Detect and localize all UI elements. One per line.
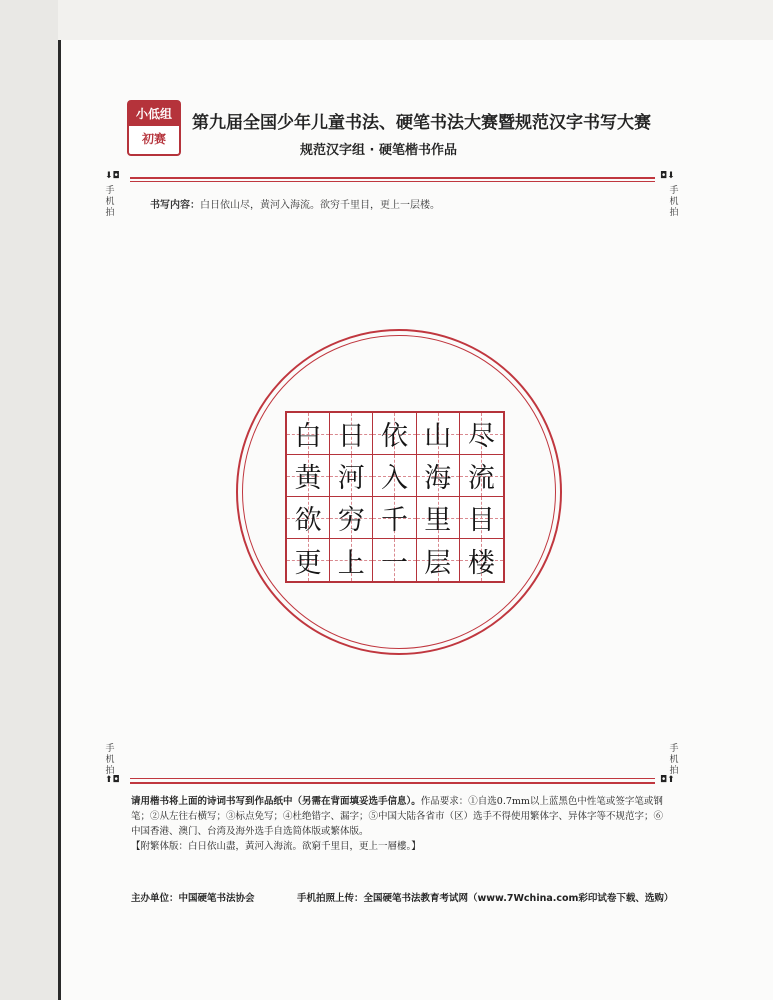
grid-cell xyxy=(417,413,460,455)
content-line xyxy=(150,196,440,211)
photo-marker-label: 手机拍 xyxy=(669,186,679,218)
requirements-label: 作品要求： xyxy=(420,796,469,807)
grid-cell xyxy=(287,539,330,581)
group-badge xyxy=(127,100,181,156)
written-character: 更 xyxy=(294,547,322,579)
upload-info: 手机拍照上传：全国硬笔书法教育考试网（www.7Wchina.com彩印试卷下载、选购） xyxy=(297,893,674,904)
grid-cell xyxy=(417,539,460,581)
requirements-text: ①自选0.7mm以上蓝黑色中性笔或签字笔或钢笔；②从左往右横写；③标点免写；④杜绝错字、漏字；⑤中国大陆各省市（区）选手不得使用繁体字、异体字等不规范字；⑥中国香港、澳门、台湾及海外选手自选简体版或繁体版。 xyxy=(131,796,664,837)
photo-marker-label: 手机拍 xyxy=(105,744,115,776)
written-character: 河 xyxy=(337,463,365,494)
grid-cell xyxy=(460,497,503,539)
writing-grid xyxy=(285,411,505,583)
written-character: 千 xyxy=(380,505,408,536)
written-character: 一 xyxy=(380,547,408,579)
camera-icon: ◘⬇ xyxy=(660,171,675,181)
written-character: 尽 xyxy=(467,421,495,452)
content-label: 书写内容： xyxy=(150,200,200,211)
camera-icon: ⬆◘ xyxy=(105,775,120,785)
group-badge-label: 小低组 xyxy=(129,102,179,126)
contest-title: 第九届全国少年儿童书法、硬笔书法大赛暨规范汉字书写大赛 xyxy=(192,113,651,133)
written-character: 依 xyxy=(380,421,408,452)
written-character: 白 xyxy=(294,421,322,452)
grid-cell xyxy=(330,455,373,497)
grid-cell xyxy=(373,455,416,497)
photo-marker-label: 手机拍 xyxy=(669,744,679,776)
grid-cell xyxy=(330,539,373,581)
written-character: 流 xyxy=(467,463,495,494)
written-character: 海 xyxy=(424,463,452,494)
paper-edge xyxy=(58,40,61,1000)
content-text: 白日依山尽，黄河入海流。欲穷千里目，更上一层楼。 xyxy=(200,200,440,211)
grid-cell xyxy=(287,413,330,455)
grid-cell xyxy=(373,413,416,455)
written-character: 黄 xyxy=(294,463,322,494)
bottom-divider xyxy=(130,782,655,784)
grid-cell xyxy=(417,497,460,539)
grid-cell xyxy=(460,455,503,497)
written-character: 上 xyxy=(337,547,365,579)
round-badge-label: 初赛 xyxy=(141,132,166,146)
written-character: 欲 xyxy=(294,505,322,536)
grid-cell xyxy=(287,497,330,539)
photo-marker-label: 手机拍 xyxy=(105,186,115,218)
written-character: 里 xyxy=(424,505,452,536)
grid-cell xyxy=(287,455,330,497)
written-character: 目 xyxy=(467,505,495,536)
written-character: 穷 xyxy=(337,505,365,536)
instructions xyxy=(131,794,671,854)
traditional-version: 【附繁体版：白日依山盡，黃河入海流。欲窮千里目，更上一層樓。】 xyxy=(131,841,421,852)
grid-cell xyxy=(330,497,373,539)
written-character: 层 xyxy=(424,547,452,579)
grid-cell xyxy=(417,455,460,497)
camera-icon: ⬇◘ xyxy=(105,171,120,181)
grid-cell xyxy=(373,539,416,581)
camera-icon: ◘⬆ xyxy=(660,775,675,785)
grid-cell xyxy=(373,497,416,539)
instructions-heading: 请用楷书将上面的诗词书写到作品纸中（另需在背面填妥选手信息）。 xyxy=(131,796,421,807)
page-background-top xyxy=(58,0,773,40)
grid-cell xyxy=(460,413,503,455)
written-character: 楼 xyxy=(467,547,495,579)
contest-subtitle: 规范汉字组 · 硬笔楷书作品 xyxy=(300,143,457,158)
written-character: 入 xyxy=(380,463,408,494)
written-character: 山 xyxy=(424,421,452,452)
written-character: 日 xyxy=(337,421,365,452)
grid-cell xyxy=(460,539,503,581)
bottom-divider-thin xyxy=(130,778,655,779)
organizer: 主办单位：中国硬笔书法协会 xyxy=(131,893,255,904)
top-divider xyxy=(130,177,655,179)
grid-cell xyxy=(330,413,373,455)
top-divider-thin xyxy=(130,181,655,182)
